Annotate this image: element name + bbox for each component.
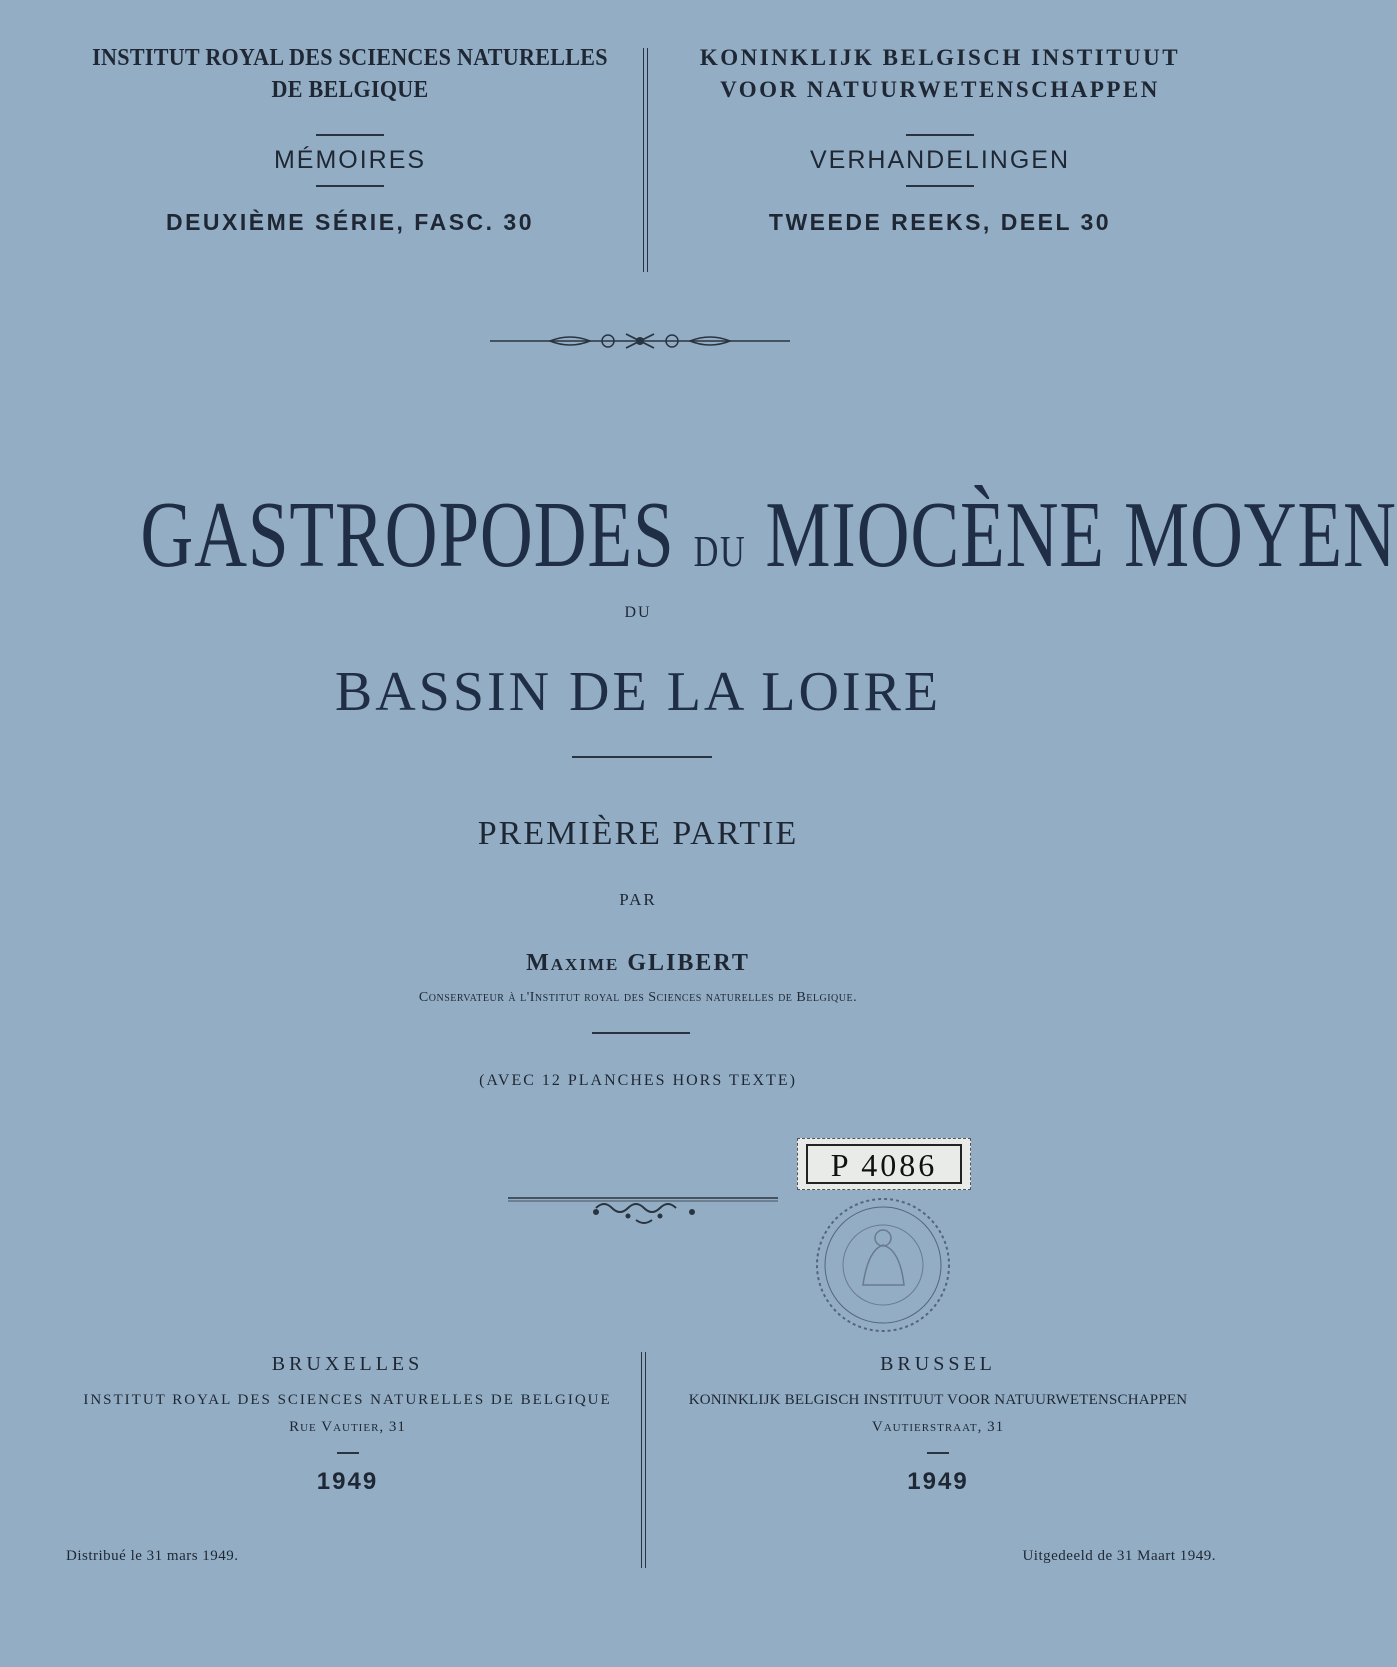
footer-divider-line [641,1352,642,1568]
plates-note: (AVEC 12 PLANCHES HORS TEXTE) [479,1072,797,1089]
series-name-fr: MÉMOIRES [273,146,427,174]
distribution-date-nl: Uitgedeeld de 31 Maart 1949. [1022,1548,1216,1564]
year-nl: 1949 [907,1468,969,1495]
year-fr: 1949 [316,1468,379,1495]
divider [572,756,712,758]
institute-name-fr [83,42,617,106]
footer-french [60,1350,635,1496]
header-dutch [655,42,1225,236]
divider [316,185,384,187]
series-number-fr: DEUXIÈME SÉRIE, FASC. 30 [165,209,535,235]
series-number-nl: TWEEDE REEKS, DEEL 30 [768,209,1112,235]
title-part1: GASTROPODES [140,483,675,587]
author-role: Conservateur à l'Institut royal des Sciences naturelles de Belgique. [418,990,858,1005]
part-label: PREMIÈRE PARTIE [477,815,799,852]
institute-name-nl [655,42,1225,106]
library-seal-icon [808,1190,958,1340]
footer-divider-line [645,1352,646,1568]
title-connector: DU [693,527,747,576]
main-title [140,483,1397,602]
city-fr: BRUXELLES [271,1353,424,1375]
publisher-fr: INSTITUT ROYAL DES SCIENCES NATURELLES DE BELGIQUE [83,1392,612,1408]
distribution-date-fr: Distribué le 31 mars 1949. [66,1548,239,1564]
publisher-nl: KONINKLIJK BELGISCH INSTITUUT VOOR NATUURWETENSCHAPPEN [688,1392,1188,1408]
divider [316,134,384,136]
divider [927,1452,949,1454]
call-number: P 4086 [806,1144,962,1184]
series-name-nl: VERHANDELINGEN [810,146,1070,174]
header-french [60,42,640,236]
title-du: DU [624,604,652,621]
subtitle: BASSIN DE LA LOIRE [334,661,942,723]
divider [906,185,974,187]
institute-line2-fr: DE BELGIQUE [271,77,429,103]
title-part2: MIOCÈNE MOYEN [765,483,1397,587]
ornament-icon [490,330,790,352]
ornament-icon [508,1192,778,1228]
header-divider-line [647,48,648,272]
call-number-label [797,1138,971,1190]
divider [906,134,974,136]
header-divider-line [643,48,644,272]
street-nl: Vautierstraat, 31 [871,1419,1005,1435]
by-label: PAR [619,890,657,909]
divider [592,1032,690,1034]
institute-line1-fr: INSTITUT ROYAL DES SCIENCES NATURELLES [92,45,608,71]
divider [337,1452,359,1454]
footer-dutch [652,1350,1224,1496]
city-nl: BRUSSEL [880,1353,996,1375]
street-fr: Rue Vautier, 31 [289,1419,406,1435]
author-name: Maxime GLIBERT [526,950,750,976]
institute-line1-nl: KONINKLIJK BELGISCH INSTITUUT [699,45,1181,70]
institute-line2-nl: VOOR NATUURWETENSCHAPPEN [720,77,1160,102]
